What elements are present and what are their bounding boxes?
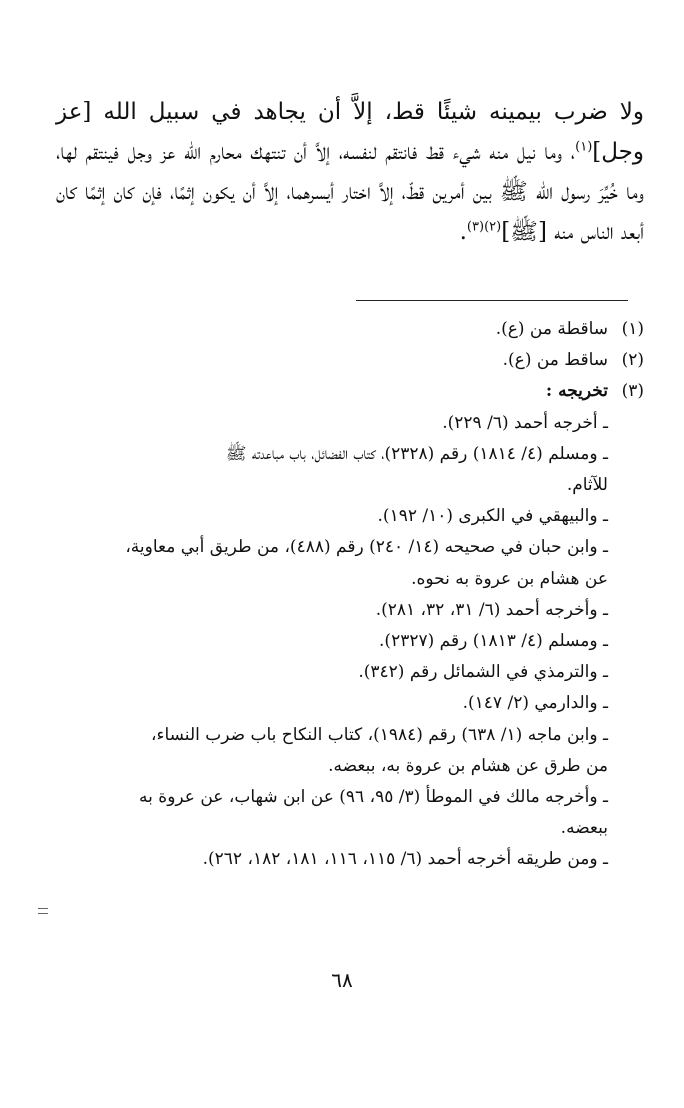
main-paragraph: [56, 92, 644, 252]
footnote-text: ساقطة من (ع).: [495, 319, 608, 339]
reference-line: ـ والترمذي في الشمائل رقم (٣٤٢).: [358, 662, 608, 683]
footnote-heading: تخريجه :: [545, 381, 608, 402]
footnote-number: (١): [621, 319, 644, 339]
footnote-text: ساقط من (ع).: [502, 350, 608, 371]
footnotes: [50, 314, 644, 876]
main-text-part-1: ولا ضرب بيمينه شيئًا قط، إلاَّ أن يجاهد في سبيل الله [عز وجل]: [56, 99, 644, 165]
reference-line: ـ والبيهقي في الكبرى (١٠/ ١٩٢).: [377, 506, 608, 527]
reference-line: ـ وأخرجه مالك في الموطأ (٣/ ٩٥، ٩٦) عن ابن شهاب، عن عروة به: [139, 787, 608, 808]
page-number: ٦٨: [331, 968, 353, 992]
margin-mark: [38, 908, 48, 914]
reference-line: ـ ومن طريقه أخرجه أحمد (٦/ ١١٥، ١١٦، ١٨١، ١٨٢، ٢٦٢).: [202, 849, 608, 870]
reference-line: ـ والدارمي (٢/ ١٤٧).: [462, 693, 608, 714]
main-paragraph-text: [56, 92, 644, 252]
reference-line: ببعضه.: [560, 818, 608, 839]
footnote-marker-2: (٢): [484, 219, 502, 235]
footnote-1: [50, 314, 644, 345]
reference-line: عن هشام بن عروة به نحوه.: [411, 568, 608, 589]
footnote-2: [50, 345, 644, 376]
reference-list: [50, 408, 644, 876]
footnote-marker-1: (١): [575, 139, 593, 155]
reference-line: ـ وابن ماجه (١/ ٦٣٨) رقم (١٩٨٤)، كتاب النكاح باب ضرب النساء،: [150, 724, 608, 745]
footnote-number: (٣): [621, 381, 644, 402]
main-text-part-2: ، وما نيل منه شيء قط فانتقم لنفسه، إلاَّ أن تنتهك محارم الله عز وجل فينتقم لها، وما خُيِّرَ رسول الله ﷺ بين أمرين قطّ، إلاَّ اختار أيسرهما، إلاَّ أن يكون إثمًا، فإن كان إثمًا كان أبعد الناس منه [ﷺ]: [56, 139, 644, 245]
footnote-3: [50, 376, 644, 407]
footnote-separator: [356, 300, 628, 301]
reference-line: ـ وابن حبان في صحيحه (١٤/ ٢٤٠) رقم (٤٨٨)، من طريق أبي معاوية،: [125, 537, 608, 558]
footnote-marker-3: (٣): [466, 219, 485, 235]
main-text-end: .: [459, 219, 467, 245]
reference-line: من طرق عن هشام بن عروة به، ببعضه.: [328, 755, 608, 776]
footnote-number: (٢): [621, 350, 644, 371]
reference-line: ـ وأخرجه أحمد (٦/ ٣١، ٣٢، ٢٨١).: [375, 599, 608, 620]
reference-line: ـ ومسلم (٤/ ١٨١٤) رقم (٢٣٢٨)، كتاب الفضائل، باب مباعدته ﷺ: [225, 443, 608, 464]
reference-line: للآثام.: [566, 475, 608, 496]
reference-line: ـ أخرجه أحمد (٦/ ٢٢٩).: [442, 412, 608, 433]
reference-line: ـ ومسلم (٤/ ١٨١٣) رقم (٢٣٢٧).: [379, 631, 608, 652]
